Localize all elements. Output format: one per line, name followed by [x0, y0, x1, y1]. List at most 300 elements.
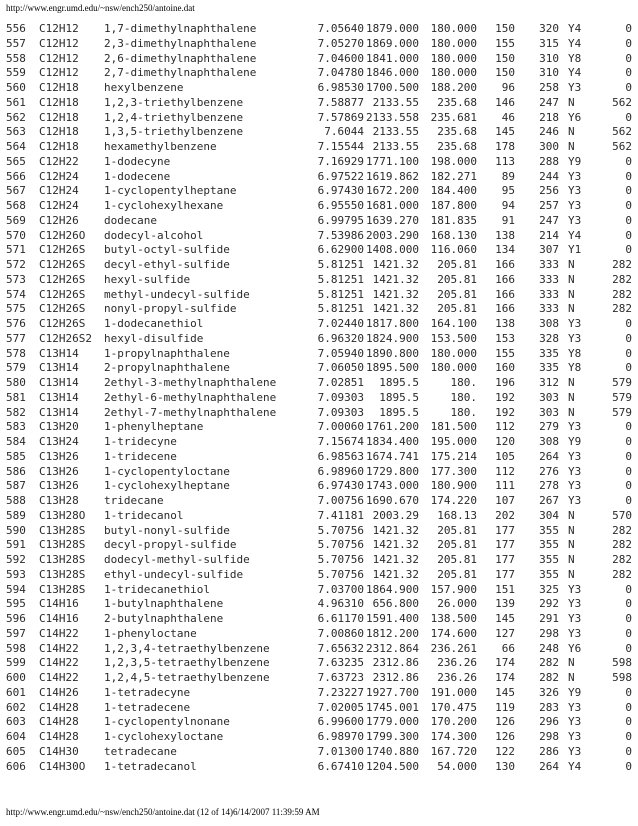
table-row — [6, 450, 632, 465]
coefficient-c-cell: 175.214 — [430, 449, 477, 463]
coefficient-c-cell: 180. — [450, 390, 477, 404]
row-number-cell: 558 — [6, 51, 26, 65]
ref-code-cell: 0 — [625, 744, 632, 758]
temp-max-cell: 248 — [539, 641, 559, 655]
ref-code-cell: 0 — [625, 361, 632, 375]
coefficient-c-cell: 235.68 — [437, 95, 477, 109]
coefficient-c-cell: 168.130 — [430, 228, 477, 242]
formula-cell: C12H26S2 — [39, 331, 92, 345]
coefficient-b-cell: 1879.000 — [366, 22, 419, 35]
coefficient-c-cell: 180.000 — [430, 361, 477, 375]
temp-min-cell: 107 — [495, 494, 515, 507]
row-number-cell: 588 — [6, 494, 26, 507]
row-number-cell: 576 — [6, 317, 26, 330]
coefficient-c-cell: 236.26 — [437, 656, 477, 670]
coefficient-b-cell: 1421.32 — [372, 287, 419, 301]
ref-code-cell: 0 — [625, 213, 632, 227]
compound-name-cell: 1-cyclohexylheptane — [104, 479, 230, 493]
formula-cell: C13H26 — [39, 449, 79, 463]
coefficient-c-cell: 235.681 — [430, 110, 477, 124]
compound-name-cell: 1,2,4,5-tetraethylbenzene — [104, 671, 270, 684]
coefficient-a-cell: 6.99600 — [317, 715, 364, 729]
ref-code-cell: 0 — [625, 184, 632, 198]
coefficient-b-cell: 1421.32 — [372, 538, 419, 552]
coefficient-a-cell: 6.98970 — [317, 730, 364, 743]
row-number-cell: 579 — [6, 361, 26, 375]
compound-name-cell: 2,7-dimethylnaphthalene — [104, 66, 257, 80]
ref-code-cell: 0 — [625, 464, 632, 478]
temp-min-cell: 166 — [495, 287, 515, 301]
coefficient-a-cell: 6.97522 — [317, 169, 364, 183]
coefficient-c-cell: 170.475 — [430, 700, 477, 714]
status-flag-cell: Y3 — [568, 597, 582, 611]
temp-min-cell: 134 — [495, 243, 515, 257]
temp-max-cell: 278 — [539, 479, 559, 493]
temp-max-cell: 247 — [539, 213, 559, 227]
ref-code-cell: 0 — [625, 331, 632, 345]
table-row — [6, 125, 632, 140]
temp-min-cell: 139 — [495, 597, 515, 611]
compound-name-cell: 1,2,3,4-tetraethylbenzene — [104, 641, 270, 655]
coefficient-a-cell: 7.63723 — [317, 671, 364, 684]
row-number-cell: 584 — [6, 435, 26, 448]
formula-cell: C12H26S — [39, 258, 86, 271]
status-flag-cell: N — [568, 376, 575, 389]
temp-min-cell: 192 — [495, 390, 515, 404]
coefficient-a-cell: 7.05270 — [317, 36, 364, 50]
temp-max-cell: 214 — [539, 228, 559, 242]
coefficient-b-cell: 1895.5 — [379, 376, 419, 389]
temp-min-cell: 105 — [495, 449, 515, 463]
temp-min-cell: 127 — [495, 626, 515, 640]
status-flag-cell: Y4 — [568, 228, 582, 242]
coefficient-a-cell: 7.00756 — [317, 494, 364, 507]
coefficient-b-cell: 1799.300 — [366, 730, 419, 743]
status-flag-cell: Y8 — [568, 51, 582, 65]
row-number-cell: 590 — [6, 523, 26, 537]
formula-cell: C13H28S — [39, 567, 86, 581]
compound-name-cell: decyl-ethyl-sulfide — [104, 258, 230, 271]
compound-name-cell: 1,2,3-triethylbenzene — [104, 95, 244, 109]
ref-code-cell: 0 — [625, 22, 632, 35]
compound-name-cell: 2ethyl-6-methylnaphthalene — [104, 390, 277, 404]
status-flag-cell: N — [568, 523, 575, 537]
status-flag-cell: Y3 — [568, 494, 582, 507]
row-number-cell: 604 — [6, 730, 26, 743]
row-number-cell: 568 — [6, 199, 26, 212]
temp-min-cell: 130 — [495, 759, 515, 773]
compound-name-cell: 1-tridecyne — [104, 435, 177, 448]
table-row — [6, 760, 632, 775]
compound-name-cell: dodecane — [104, 213, 157, 227]
temp-max-cell: 355 — [539, 567, 559, 581]
table-row — [6, 494, 632, 509]
coefficient-b-cell: 2133.55 — [372, 140, 419, 153]
ref-code-cell: 0 — [625, 420, 632, 434]
row-number-cell: 557 — [6, 36, 26, 50]
temp-min-cell: 166 — [495, 258, 515, 271]
temp-max-cell: 320 — [539, 22, 559, 35]
coefficient-a-cell: 7.58877 — [317, 95, 364, 109]
formula-cell: C12H12 — [39, 51, 79, 65]
coefficient-c-cell: 188.200 — [430, 81, 477, 94]
compound-name-cell: 1,2,4-triethylbenzene — [104, 110, 244, 124]
compound-name-cell: 2,6-dimethylnaphthalene — [104, 51, 257, 65]
coefficient-a-cell: 6.97430 — [317, 479, 364, 493]
formula-cell: C14H22 — [39, 641, 79, 655]
row-number-cell: 601 — [6, 685, 26, 699]
coefficient-b-cell: 1817.800 — [366, 317, 419, 330]
row-number-cell: 565 — [6, 154, 26, 168]
compound-name-cell: 1-cyclopentylheptane — [104, 184, 237, 198]
coefficient-b-cell: 1700.500 — [366, 81, 419, 94]
coefficient-c-cell: 205.81 — [437, 523, 477, 537]
coefficient-b-cell: 2003.29 — [372, 508, 419, 522]
compound-name-cell: tridecane — [104, 494, 164, 507]
table-row — [6, 612, 632, 627]
coefficient-a-cell: 7.00860 — [317, 626, 364, 640]
ref-code-cell: 0 — [625, 449, 632, 463]
coefficient-c-cell: 180.900 — [430, 479, 477, 493]
ref-code-cell: 0 — [625, 641, 632, 655]
page-footer-url: http://www.engr.umd.edu/~nsw/ench250/antoine.dat (12 of 14)6/14/2007 11:39:59 AM — [6, 807, 320, 817]
compound-name-cell: 2ethyl-3-methylnaphthalene — [104, 376, 277, 389]
formula-cell: C14H22 — [39, 626, 79, 640]
coefficient-a-cell: 5.70756 — [317, 567, 364, 581]
ref-code-cell: 0 — [625, 685, 632, 699]
status-flag-cell: N — [568, 95, 575, 109]
temp-max-cell: 328 — [539, 331, 559, 345]
temp-min-cell: 155 — [495, 36, 515, 50]
table-row — [6, 465, 632, 480]
coefficient-c-cell: 184.400 — [430, 184, 477, 198]
status-flag-cell: Y3 — [568, 730, 582, 743]
row-number-cell: 581 — [6, 390, 26, 404]
table-row — [6, 347, 632, 362]
ref-code-cell: 0 — [625, 66, 632, 80]
temp-min-cell: 151 — [495, 582, 515, 596]
formula-cell: C12H12 — [39, 22, 79, 35]
coefficient-a-cell: 7.15674 — [317, 435, 364, 448]
ref-code-cell: 0 — [625, 243, 632, 257]
temp-max-cell: 304 — [539, 508, 559, 522]
ref-code-cell: 562 — [612, 95, 632, 109]
table-row — [6, 420, 632, 435]
table-row — [6, 22, 632, 37]
formula-cell: C14H16 — [39, 612, 79, 625]
status-flag-cell: N — [568, 125, 575, 139]
status-flag-cell: Y3 — [568, 626, 582, 640]
formula-cell: C12H22 — [39, 154, 79, 168]
coefficient-b-cell: 1745.001 — [366, 700, 419, 714]
table-row — [6, 170, 632, 185]
temp-max-cell: 300 — [539, 140, 559, 153]
ref-code-cell: 282 — [612, 523, 632, 537]
status-flag-cell: Y8 — [568, 346, 582, 360]
status-flag-cell: N — [568, 656, 575, 670]
coefficient-c-cell: 167.720 — [430, 744, 477, 758]
coefficient-b-cell: 1834.400 — [366, 435, 419, 448]
temp-max-cell: 335 — [539, 361, 559, 375]
coefficient-a-cell: 4.96310 — [317, 597, 364, 611]
coefficient-c-cell: 157.900 — [430, 582, 477, 596]
formula-cell: C13H28S — [39, 582, 86, 596]
temp-max-cell: 315 — [539, 36, 559, 50]
coefficient-a-cell: 6.97430 — [317, 184, 364, 198]
coefficient-a-cell: 6.96320 — [317, 331, 364, 345]
row-number-cell: 582 — [6, 405, 26, 419]
compound-name-cell: 2ethyl-7-methylnaphthalene — [104, 405, 277, 419]
row-number-cell: 602 — [6, 700, 26, 714]
ref-code-cell: 0 — [625, 346, 632, 360]
temp-min-cell: 145 — [495, 125, 515, 139]
status-flag-cell: N — [568, 567, 575, 581]
temp-max-cell: 333 — [539, 287, 559, 301]
formula-cell: C12H26S — [39, 287, 86, 301]
compound-name-cell: butyl-octyl-sulfide — [104, 243, 230, 257]
row-number-cell: 594 — [6, 582, 26, 596]
coefficient-a-cell: 7.09303 — [317, 405, 364, 419]
temp-min-cell: 166 — [495, 302, 515, 316]
coefficient-a-cell: 5.70756 — [317, 553, 364, 566]
coefficient-a-cell: 7.01300 — [317, 744, 364, 758]
row-number-cell: 572 — [6, 258, 26, 271]
compound-name-cell: ethyl-undecyl-sulfide — [104, 567, 244, 581]
ref-code-cell: 0 — [625, 199, 632, 212]
coefficient-b-cell: 1869.000 — [366, 36, 419, 50]
table-row — [6, 715, 632, 730]
table-row — [6, 140, 632, 155]
temp-max-cell: 298 — [539, 626, 559, 640]
page-header-url: http://www.engr.umd.edu/~nsw/ench250/antoine.dat — [6, 3, 195, 13]
ref-code-cell: 0 — [625, 582, 632, 596]
coefficient-b-cell: 1674.741 — [366, 449, 419, 463]
compound-name-cell: 1-tridecanethiol — [104, 582, 210, 596]
temp-min-cell: 174 — [495, 671, 515, 684]
ref-code-cell: 282 — [612, 553, 632, 566]
table-row — [6, 288, 632, 303]
row-number-cell: 589 — [6, 508, 26, 522]
coefficient-b-cell: 1824.900 — [366, 331, 419, 345]
row-number-cell: 570 — [6, 228, 26, 242]
temp-min-cell: 91 — [501, 213, 515, 227]
coefficient-b-cell: 1421.32 — [372, 523, 419, 537]
status-flag-cell: Y4 — [568, 759, 582, 773]
formula-cell: C12H24 — [39, 199, 79, 212]
coefficient-c-cell: 181.500 — [430, 420, 477, 434]
table-row — [6, 273, 632, 288]
table-row — [6, 730, 632, 745]
coefficient-a-cell: 7.02440 — [317, 317, 364, 330]
coefficient-c-cell: 198.000 — [430, 154, 477, 168]
formula-cell: C12H26S — [39, 317, 86, 330]
coefficient-a-cell: 7.15544 — [317, 140, 364, 153]
formula-cell: C13H28O — [39, 508, 86, 522]
row-number-cell: 587 — [6, 479, 26, 493]
table-row — [6, 184, 632, 199]
formula-cell: C12H18 — [39, 95, 79, 109]
coefficient-b-cell: 1591.400 — [366, 612, 419, 625]
row-number-cell: 599 — [6, 656, 26, 670]
coefficient-b-cell: 1927.700 — [366, 685, 419, 699]
coefficient-c-cell: 180. — [450, 376, 477, 389]
status-flag-cell: Y6 — [568, 110, 582, 124]
formula-cell: C13H28S — [39, 538, 86, 552]
table-row — [6, 509, 632, 524]
temp-max-cell: 312 — [539, 376, 559, 389]
ref-code-cell: 598 — [612, 656, 632, 670]
coefficient-c-cell: 180.000 — [430, 66, 477, 80]
temp-min-cell: 178 — [495, 140, 515, 153]
status-flag-cell: Y9 — [568, 685, 582, 699]
ref-code-cell: 0 — [625, 81, 632, 94]
temp-max-cell: 291 — [539, 612, 559, 625]
ref-code-cell: 570 — [612, 508, 632, 522]
formula-cell: C13H14 — [39, 361, 79, 375]
compound-name-cell: 1,2,3,5-tetraethylbenzene — [104, 656, 270, 670]
table-row — [6, 317, 632, 332]
coefficient-c-cell: 236.261 — [430, 641, 477, 655]
ref-code-cell: 579 — [612, 376, 632, 389]
compound-name-cell: 1-phenylheptane — [104, 420, 204, 434]
temp-max-cell: 267 — [539, 494, 559, 507]
compound-name-cell: 1,3,5-triethylbenzene — [104, 125, 244, 139]
status-flag-cell: Y3 — [568, 464, 582, 478]
coefficient-c-cell: 235.68 — [437, 140, 477, 153]
formula-cell: C13H26 — [39, 464, 79, 478]
coefficient-c-cell: 164.100 — [430, 317, 477, 330]
compound-name-cell: 1-tetradecene — [104, 700, 191, 714]
temp-min-cell: 138 — [495, 228, 515, 242]
status-flag-cell: N — [568, 258, 575, 271]
temp-max-cell: 292 — [539, 597, 559, 611]
temp-min-cell: 192 — [495, 405, 515, 419]
table-row — [6, 37, 632, 52]
formula-cell: C12H12 — [39, 36, 79, 50]
coefficient-a-cell: 7.65632 — [317, 641, 364, 655]
coefficient-a-cell: 6.67410 — [317, 759, 364, 773]
coefficient-a-cell: 6.99795 — [317, 213, 364, 227]
table-row — [6, 243, 632, 258]
compound-name-cell: hexyl-sulfide — [104, 272, 191, 286]
ref-code-cell: 0 — [625, 626, 632, 640]
formula-cell: C14H30 — [39, 744, 79, 758]
row-number-cell: 603 — [6, 715, 26, 729]
table-row — [6, 701, 632, 716]
row-number-cell: 578 — [6, 346, 26, 360]
coefficient-b-cell: 1895.5 — [379, 405, 419, 419]
coefficient-b-cell: 2003.290 — [366, 228, 419, 242]
formula-cell: C14H26 — [39, 685, 79, 699]
status-flag-cell: Y4 — [568, 36, 582, 50]
temp-min-cell: 96 — [501, 81, 515, 94]
coefficient-b-cell: 1740.880 — [366, 744, 419, 758]
coefficient-b-cell: 1421.32 — [372, 258, 419, 271]
coefficient-b-cell: 1672.200 — [366, 184, 419, 198]
coefficient-c-cell: 205.81 — [437, 553, 477, 566]
coefficient-c-cell: 235.68 — [437, 125, 477, 139]
temp-min-cell: 126 — [495, 730, 515, 743]
compound-name-cell: tetradecane — [104, 744, 177, 758]
temp-min-cell: 95 — [501, 184, 515, 198]
status-flag-cell: Y4 — [568, 22, 582, 35]
compound-name-cell: 1-cyclohexylhexane — [104, 199, 224, 212]
coefficient-c-cell: 205.81 — [437, 567, 477, 581]
row-number-cell: 571 — [6, 243, 26, 257]
formula-cell: C13H28 — [39, 494, 79, 507]
temp-max-cell: 310 — [539, 51, 559, 65]
compound-name-cell: 1-tridecanol — [104, 508, 184, 522]
ref-code-cell: 0 — [625, 110, 632, 124]
coefficient-b-cell: 656.800 — [372, 597, 419, 611]
ref-code-cell: 0 — [625, 700, 632, 714]
temp-max-cell: 296 — [539, 715, 559, 729]
compound-name-cell: 1-cyclopentylnonane — [104, 715, 230, 729]
coefficient-c-cell: 236.26 — [437, 671, 477, 684]
coefficient-c-cell: 182.271 — [430, 169, 477, 183]
coefficient-a-cell: 7.6044 — [324, 125, 364, 139]
row-number-cell: 595 — [6, 597, 26, 611]
compound-name-cell: 1-tetradecyne — [104, 685, 191, 699]
table-row — [6, 568, 632, 583]
temp-max-cell: 325 — [539, 582, 559, 596]
temp-min-cell: 145 — [495, 612, 515, 625]
formula-cell: C12H12 — [39, 66, 79, 80]
status-flag-cell: N — [568, 508, 575, 522]
coefficient-a-cell: 5.81251 — [317, 258, 364, 271]
status-flag-cell: Y3 — [568, 199, 582, 212]
temp-min-cell: 146 — [495, 95, 515, 109]
ref-code-cell: 282 — [612, 567, 632, 581]
table-row — [6, 745, 632, 760]
temp-min-cell: 112 — [495, 420, 515, 434]
formula-cell: C12H24 — [39, 169, 79, 183]
ref-code-cell: 0 — [625, 228, 632, 242]
coefficient-c-cell: 180.000 — [430, 22, 477, 35]
temp-max-cell: 256 — [539, 184, 559, 198]
coefficient-b-cell: 1421.32 — [372, 272, 419, 286]
temp-max-cell: 258 — [539, 81, 559, 94]
coefficient-b-cell: 1639.270 — [366, 213, 419, 227]
coefficient-b-cell: 2312.86 — [372, 656, 419, 670]
formula-cell: C12H18 — [39, 81, 79, 94]
table-row — [6, 479, 632, 494]
status-flag-cell: Y4 — [568, 66, 582, 80]
compound-name-cell: 1-cyclopentyloctane — [104, 464, 230, 478]
coefficient-a-cell: 7.05640 — [317, 22, 364, 35]
coefficient-a-cell: 7.63235 — [317, 656, 364, 670]
coefficient-a-cell: 7.57869 — [317, 110, 364, 124]
coefficient-b-cell: 1421.32 — [372, 553, 419, 566]
temp-min-cell: 202 — [495, 508, 515, 522]
temp-min-cell: 112 — [495, 464, 515, 478]
compound-name-cell: 2,3-dimethylnaphthalene — [104, 36, 257, 50]
temp-max-cell: 218 — [539, 110, 559, 124]
temp-max-cell: 326 — [539, 685, 559, 699]
temp-max-cell: 283 — [539, 700, 559, 714]
temp-min-cell: 138 — [495, 317, 515, 330]
row-number-cell: 566 — [6, 169, 26, 183]
formula-cell: C12H26S — [39, 302, 86, 316]
temp-min-cell: 166 — [495, 272, 515, 286]
row-number-cell: 559 — [6, 66, 26, 80]
formula-cell: C14H16 — [39, 597, 79, 611]
formula-cell: C12H26S — [39, 272, 86, 286]
coefficient-a-cell: 6.98530 — [317, 81, 364, 94]
status-flag-cell: Y3 — [568, 612, 582, 625]
coefficient-c-cell: 174.300 — [430, 730, 477, 743]
coefficient-c-cell: 116.060 — [430, 243, 477, 257]
